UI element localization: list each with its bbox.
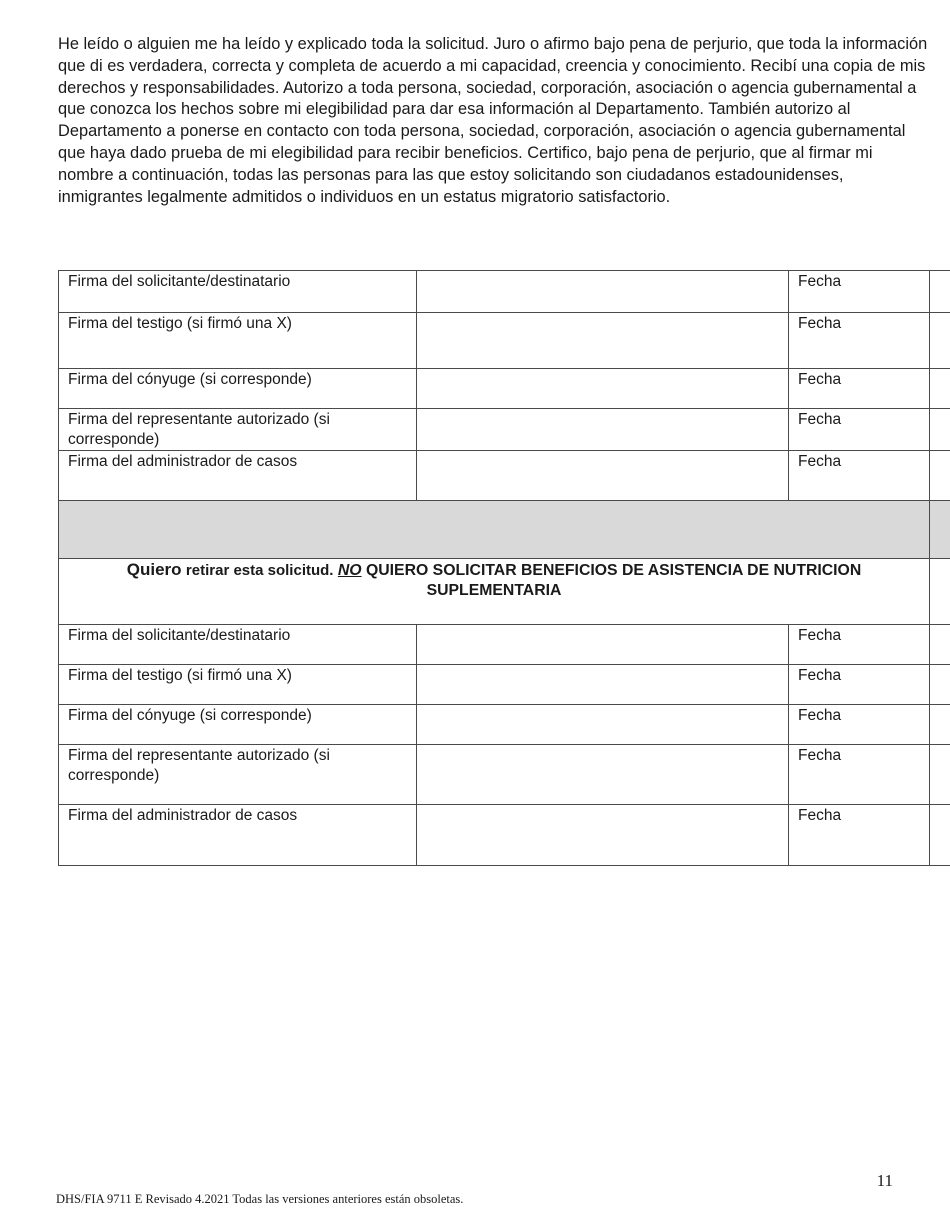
withdraw-witness-date-field[interactable]	[930, 665, 950, 705]
withdraw-witness-signature-row	[59, 665, 950, 705]
withdraw-caseworker-signature-label: Firma del administrador de casos	[59, 805, 417, 866]
signature-table	[58, 270, 950, 866]
witness-signature-label: Firma del testigo (si firmó una X)	[59, 313, 417, 369]
caseworker-date-field[interactable]	[930, 451, 950, 501]
withdraw-representative-signature-row	[59, 745, 950, 805]
withdraw-row	[59, 559, 950, 625]
withdraw-caseworker-signature-field[interactable]	[417, 805, 789, 866]
form-footer: DHS/FIA 9711 E Revisado 4.2021 Todas las versiones anteriores están obsoletas.	[56, 1192, 464, 1206]
spouse-signature-label: Firma del cónyuge (si corresponde)	[59, 369, 417, 409]
withdraw-applicant-date-label: Fecha	[789, 625, 930, 665]
withdraw-representative-date-label: Fecha	[789, 745, 930, 805]
attestation-paragraph: He leído o alguien me ha leído y explicado toda la solicitud. Juro o afirmo bajo pena de perjurio, que toda la información que di es verdadera, correcta y completa de acuerdo a mi capacidad, creencia y conocimiento. Recibí una copia de mis derechos y responsabilidades. Autorizo a toda persona, sociedad, corporación, asociación o agencia gubernamental a que conozca los hechos sobre mi elegibilidad para dar esa información al Departamento. También autorizo al Departamento a ponerse en contacto con toda persona, sociedad, corporación, asociación o agencia gubernamental que haya dado prueba de mi elegibilidad para recibir beneficios. Certifico, bajo pena de perjurio, que al firmar mi nombre a continuación, todas las personas para las que estoy solicitando son ciudadanos estadounidenses, inmigrantes legalmente admitidos o individuos en un estatus migratorio satisfactorio.	[58, 35, 928, 206]
applicant-date-label: Fecha	[789, 271, 930, 313]
gray-separator-row	[59, 501, 950, 559]
gray-separator-end-cell	[930, 501, 950, 559]
withdraw-caseworker-date-label: Fecha	[789, 805, 930, 866]
withdraw-caseworker-date-field[interactable]	[930, 805, 950, 866]
witness-signature-row	[59, 313, 950, 369]
withdraw-applicant-signature-label: Firma del solicitante/destinatario	[59, 625, 417, 665]
withdraw-spouse-signature-field[interactable]	[417, 705, 789, 745]
withdraw-witness-date-label: Fecha	[789, 665, 930, 705]
withdraw-representative-signature-field[interactable]	[417, 745, 789, 805]
withdraw-spouse-date-field[interactable]	[930, 705, 950, 745]
withdraw-witness-signature-field[interactable]	[417, 665, 789, 705]
witness-date-field[interactable]	[930, 313, 950, 369]
gray-separator-cell	[59, 501, 930, 559]
applicant-signature-field[interactable]	[417, 271, 789, 313]
caseworker-date-label: Fecha	[789, 451, 930, 501]
witness-date-label: Fecha	[789, 313, 930, 369]
withdraw-spouse-signature-label: Firma del cónyuge (si corresponde)	[59, 705, 417, 745]
caseworker-signature-field[interactable]	[417, 451, 789, 501]
spouse-signature-field[interactable]	[417, 369, 789, 409]
withdraw-witness-signature-label: Firma del testigo (si firmó una X)	[59, 665, 417, 705]
withdraw-no: NO	[337, 562, 362, 579]
withdraw-representative-signature-label: Firma del representante autorizado (si corresponde)	[59, 745, 417, 805]
withdraw-applicant-signature-row	[59, 625, 950, 665]
caseworker-signature-row	[59, 451, 950, 501]
representative-signature-row	[59, 409, 950, 451]
withdraw-rest: QUIERO SOLICITAR BENEFICIOS DE ASISTENCIA DE NUTRICION SUPLEMENTARIA	[365, 562, 862, 599]
withdraw-caseworker-signature-row	[59, 805, 950, 866]
representative-date-field[interactable]	[930, 409, 950, 451]
spouse-date-field[interactable]	[930, 369, 950, 409]
withdraw-statement	[59, 559, 930, 625]
withdraw-spouse-date-label: Fecha	[789, 705, 930, 745]
caseworker-signature-label: Firma del administrador de casos	[59, 451, 417, 501]
withdraw-spouse-signature-row	[59, 705, 950, 745]
spouse-date-label: Fecha	[789, 369, 930, 409]
representative-date-label: Fecha	[789, 409, 930, 451]
withdraw-applicant-signature-field[interactable]	[417, 625, 789, 665]
representative-signature-label: Firma del representante autorizado (si corresponde)	[59, 409, 417, 451]
representative-signature-field[interactable]	[417, 409, 789, 451]
withdraw-applicant-date-field[interactable]	[930, 625, 950, 665]
spouse-signature-row	[59, 369, 950, 409]
withdraw-end-cell	[930, 559, 950, 625]
applicant-signature-label: Firma del solicitante/destinatario	[59, 271, 417, 313]
witness-signature-field[interactable]	[417, 313, 789, 369]
page-number: 11	[876, 1171, 893, 1190]
applicant-date-field[interactable]	[930, 271, 950, 313]
withdraw-retirar: retirar esta solicitud.	[185, 562, 334, 579]
withdraw-quiero: Quiero	[126, 560, 182, 579]
withdraw-representative-date-field[interactable]	[930, 745, 950, 805]
applicant-signature-row	[59, 271, 950, 313]
